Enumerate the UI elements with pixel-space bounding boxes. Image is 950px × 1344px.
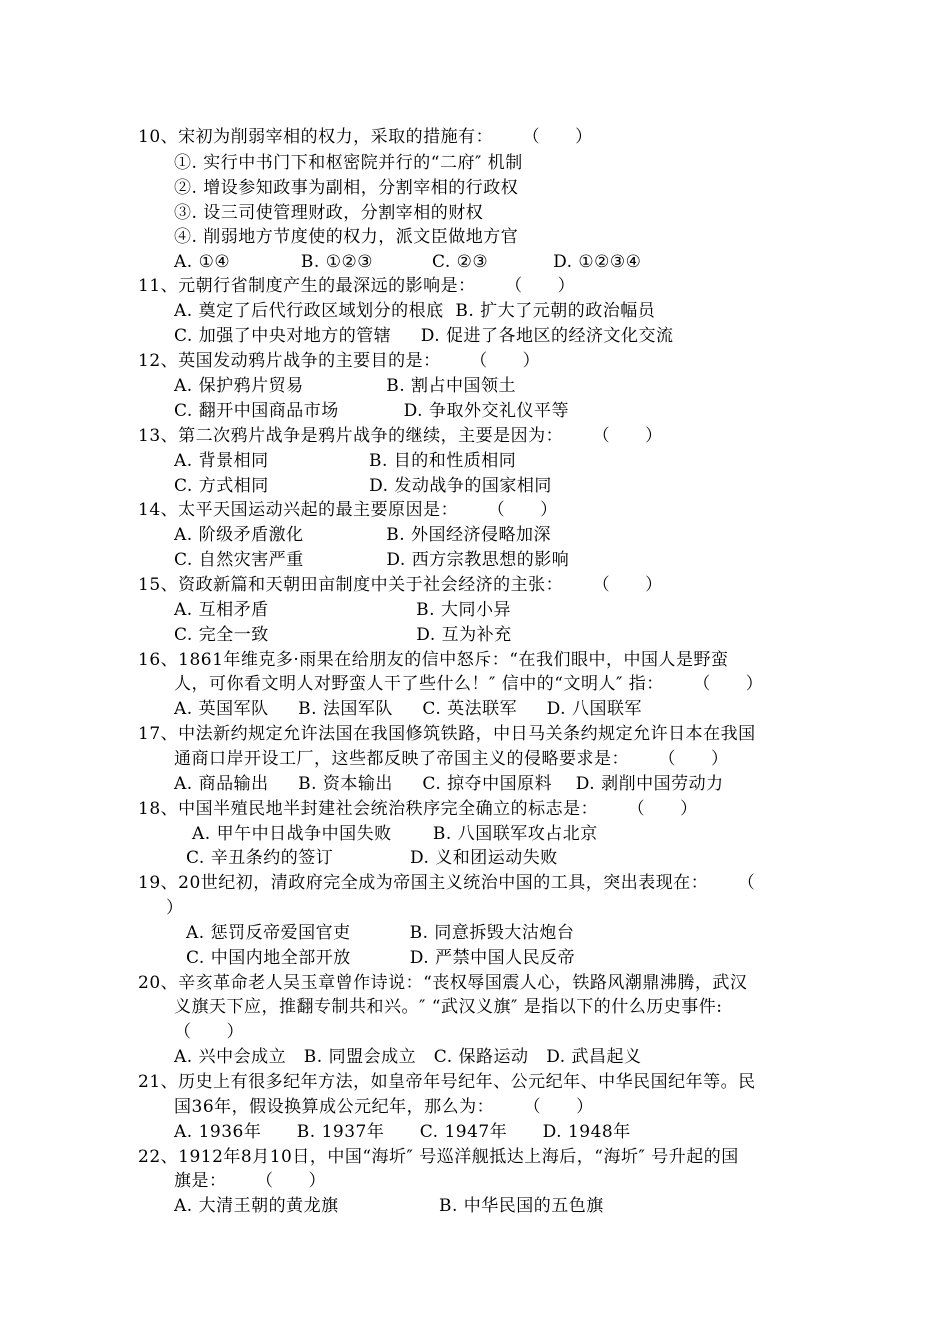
question-10-statement-3: ③. 设三司使管理财政，分割宰相的财权	[174, 203, 484, 223]
question-16-stem: 16、1861年维克多·雨果在给朋友的信中怒斥：“在我们眼中，中国人是野蛮	[138, 650, 729, 670]
question-19-stem: 19、20世纪初，清政府完全成为帝国主义统治中国的工具，突出表现在： （	[138, 873, 756, 893]
question-15-stem: 15、资政新篇和天朝田亩制度中关于社会经济的主张： （ ）	[138, 575, 663, 595]
question-10-stem: 10、宋初为削弱宰相的权力，采取的措施有： （ ）	[138, 127, 593, 147]
question-19-options-ab: A. 惩罚反帝爱国官吏 B. 同意拆毁大沽炮台	[186, 923, 575, 943]
question-19-stem-cont: ）	[166, 898, 184, 918]
question-17-options: A. 商品输出 B. 资本输出 C. 掠夺中国原料 D. 剥削中国劳动力	[174, 774, 724, 794]
question-19-options-cd: C. 中国内地全部开放 D. 严禁中国人民反帝	[186, 948, 576, 968]
question-11-options-ab: A. 奠定了后代行政区域划分的根底 B. 扩大了元朝的政治幅员	[174, 301, 656, 321]
question-18-stem: 18、中国半殖民地半封建社会统治秩序完全确立的标志是： （ ）	[138, 799, 698, 819]
question-10-statement-4: ④. 削弱地方节度使的权力，派文臣做地方官	[174, 227, 519, 247]
question-14-options-ab: A. 阶级矛盾激化 B. 外国经济侵略加深	[174, 525, 552, 545]
question-13-options-cd: C. 方式相同 D. 发动战争的国家相同	[174, 476, 552, 496]
question-12-stem: 12、英国发动鸦片战争的主要目的是： （ ）	[138, 351, 541, 371]
question-20-stem: 20、辛亥革命老人吴玉章曾作诗说：“丧权辱国震人心，铁路风潮鼎沸腾，武汉	[138, 973, 748, 993]
question-11-stem: 11、元朝行省制度产生的最深远的影响是： （ ）	[138, 276, 576, 296]
question-11-options-cd: C. 加强了中央对地方的管辖 D. 促进了各地区的经济文化交流	[174, 326, 674, 346]
question-17-stem: 17、中法新约规定允许法国在我国修筑铁路，中日马关条约规定允许日本在我国	[138, 724, 756, 744]
question-22-stem-cont: 旗是： （ ）	[174, 1171, 327, 1191]
question-21-options: A. 1936年 B. 1937年 C. 1947年 D. 1948年	[174, 1122, 631, 1142]
question-10-options: A. ①④ B. ①②③ C. ②③ D. ①②③④	[174, 252, 642, 272]
question-14-options-cd: C. 自然灾害严重 D. 西方宗教思想的影响	[174, 550, 570, 570]
question-16-stem-cont: 人，可你看文明人对野蛮人干了些什么！″ 信中的“文明人″ 指： （ ）	[174, 674, 764, 694]
question-18-options-ab: A. 甲午中日战争中国失败 B. 八国联军攻占北京	[192, 824, 598, 844]
question-22-options-ab: A. 大清王朝的黄龙旗 B. 中华民国的五色旗	[174, 1196, 604, 1216]
question-22-stem: 22、1912年8月10日，中国“海圻″ 号巡洋舰抵达上海后，“海圻″ 号升起的国	[138, 1147, 739, 1167]
question-13-stem: 13、第二次鸦片战争是鸦片战争的继续，主要是因为： （ ）	[138, 426, 663, 446]
question-18-options-cd: C. 辛丑条约的签订 D. 义和团运动失败	[186, 848, 558, 868]
question-12-options-cd: C. 翻开中国商品市场 D. 争取外交礼仪平等	[174, 401, 569, 421]
question-10-statement-2: ②. 增设参知政事为副相，分割宰相的行政权	[174, 178, 519, 198]
question-15-options-ab: A. 互相矛盾 B. 大同小异	[174, 600, 511, 620]
question-15-options-cd: C. 完全一致 D. 互为补充	[174, 625, 512, 645]
question-14-stem: 14、太平天国运动兴起的最主要原因是： （ ）	[138, 500, 558, 520]
question-12-options-ab: A. 保护鸦片贸易 B. 割占中国领土	[174, 376, 517, 396]
question-20-stem-cont: 义旗天下应，推翻专制共和兴。″ “武汉义旗″ 是指以下的什么历史事件:	[174, 997, 723, 1017]
question-20-answer-blank: （ ）	[174, 1022, 244, 1042]
question-20-options: A. 兴中会成立 B. 同盟会成立 C. 保路运动 D. 武昌起义	[174, 1047, 642, 1067]
question-13-options-ab: A. 背景相同 B. 目的和性质相同	[174, 451, 517, 471]
question-21-stem-cont: 国36年，假设换算成公元纪年，那么为： （ ）	[174, 1097, 594, 1117]
question-10-statement-1: ①. 实行中书门下和枢密院并行的“二府″ 机制	[174, 153, 523, 173]
question-21-stem: 21、历史上有很多纪年方法，如皇帝年号纪年、公元纪年、中华民国纪年等。民	[138, 1072, 756, 1092]
question-16-options: A. 英国军队 B. 法国军队 C. 英法联军 D. 八国联军	[174, 699, 642, 719]
question-17-stem-cont: 通商口岸开设工厂，这些都反映了帝国主义的侵略要求是： （ ）	[174, 749, 729, 769]
